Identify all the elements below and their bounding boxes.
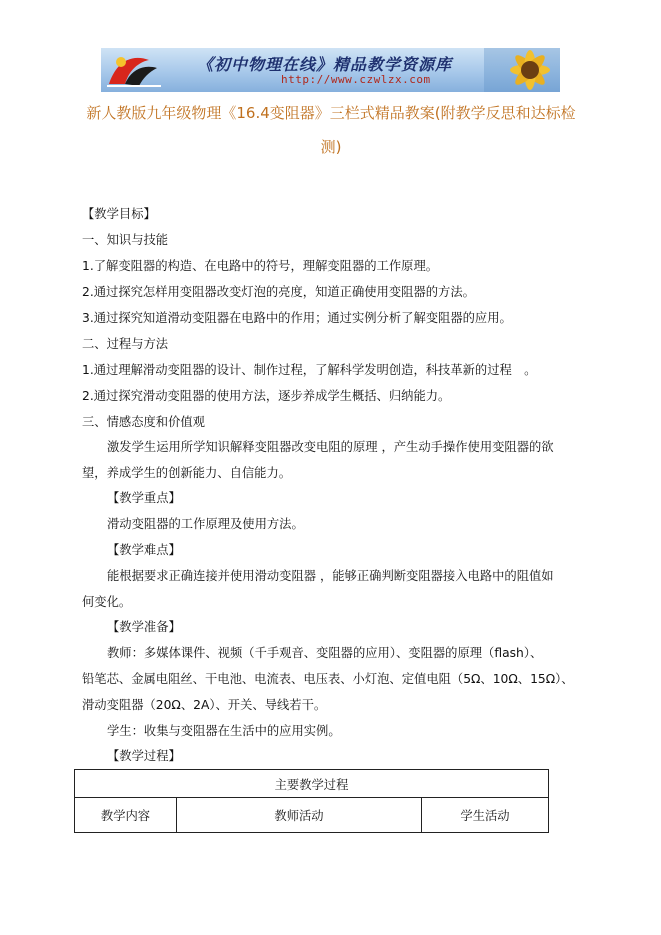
paragraph-line: 激发学生运用所学知识解释变阻器改变电阻的原理 ，产生动手操作使用变阻器的欲: [107, 440, 554, 454]
subsection-process: 二、过程与方法: [82, 337, 169, 351]
table-header-cell: 主要教学过程: [75, 770, 549, 798]
banner-title: 《初中物理在线》精品教学资源库: [197, 55, 453, 74]
paragraph-line: 滑动变阻器的工作原理及使用方法。: [107, 517, 304, 531]
document-title: 新人教版九年级物理《16.4变阻器》三栏式精品教案(附教学反思和达标检测): [86, 104, 576, 156]
paragraph-line: 能根据要求正确连接并使用滑动变阻器 ，能够正确判断变阻器接入电路中的阻值如: [107, 569, 554, 583]
paragraph-line: 望，养成学生的创新能力、自信能力。: [82, 466, 292, 480]
site-logo-icon: [103, 50, 167, 90]
subsection-attitude: 三、情感态度和价值观: [82, 415, 205, 429]
column-header-content: 教学内容: [75, 798, 177, 833]
objective-item: 1.通过理解滑动变阻器的设计、制作过程，了解科学发明创造，科技革新的过程 。: [82, 363, 537, 377]
banner-url: http://www.czwlzx.com: [281, 73, 431, 86]
section-heading-preparation: 【教学准备】: [107, 620, 181, 634]
objective-item: 2.通过探究怎样用变阻器改变灯泡的亮度，知道正确使用变阻器的方法。: [82, 285, 475, 299]
paragraph-line: 学生：收集与变阻器在生活中的应用实例。: [107, 724, 341, 738]
objective-item: 3.通过探究知道滑动变阻器在电路中的作用；通过实例分析了解变阻器的应用。: [82, 311, 512, 325]
column-header-teacher: 教师活动: [177, 798, 422, 833]
objective-item: 1.了解变阻器的构造、在电路中的符号，理解变阻器的工作原理。: [82, 259, 439, 273]
subsection-knowledge: 一、知识与技能: [82, 233, 169, 247]
objective-item: 2.通过探究滑动变阻器的使用方法，逐步养成学生概括、归纳能力。: [82, 389, 451, 403]
section-heading-difficulties: 【教学难点】: [107, 543, 181, 557]
paragraph-line: 教师：多媒体课件、视频（千手观音、变阻器的应用）、变阻器的原理（flash）、: [107, 646, 543, 660]
teaching-process-table: [74, 769, 549, 833]
sunflower-icon: [484, 48, 560, 92]
section-heading-process: 【教学过程】: [107, 749, 181, 763]
paragraph-line: 何变化。: [82, 595, 132, 609]
column-header-student: 学生活动: [422, 798, 549, 833]
section-heading-objectives: 【教学目标】: [82, 207, 156, 221]
header-banner: [101, 48, 560, 92]
section-heading-key-points: 【教学重点】: [107, 491, 181, 505]
paragraph-line: 铅笔芯、金属电阻丝、干电池、电流表、电压表、小灯泡、定值电阻（5Ω、10Ω、15Ω）、: [82, 672, 574, 686]
paragraph-line: 滑动变阻器（20Ω、2A）、开关、导线若干。: [82, 698, 327, 712]
